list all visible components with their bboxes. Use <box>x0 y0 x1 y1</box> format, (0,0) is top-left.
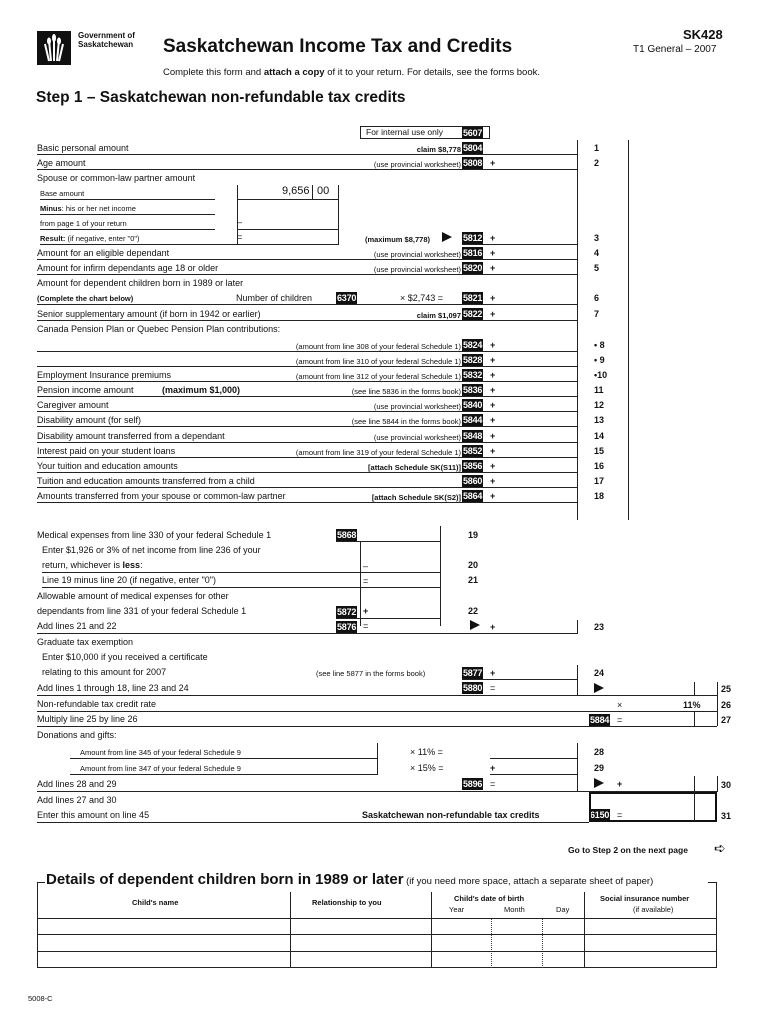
line20-minus: – <box>363 561 369 571</box>
row-field-underline[interactable] <box>462 487 577 488</box>
row-label: Employment Insurance premiums <box>37 370 172 380</box>
medical-box-right <box>440 526 441 626</box>
row-label: Minus: his or her net income <box>40 204 136 213</box>
rate-value: 11% <box>683 700 701 710</box>
line21-num: 21 <box>468 575 479 585</box>
row-field-underline[interactable] <box>462 304 577 305</box>
row-plus: + <box>490 491 496 501</box>
row-plus: + <box>490 293 496 303</box>
row-rule <box>37 472 462 473</box>
line22-label-b: dependants from line 331 of your federal Schedule 1 <box>37 606 247 616</box>
line24-rule <box>462 679 577 680</box>
line28-num: 28 <box>594 747 605 757</box>
line22-plus: + <box>363 606 369 616</box>
col-childs-name: Child's name <box>132 898 179 907</box>
form-subtitle: Complete this form and attach a copy of it to your return. For details, see the forms book. <box>163 67 541 78</box>
line20-label-a: Enter $1,926 or 3% of net income from line 236 of your <box>42 545 261 555</box>
grad-label-3: relating to this amount for 2007 <box>42 667 167 677</box>
line27-num: 27 <box>721 715 732 725</box>
grad-note: (see line 5877 in the forms book) <box>316 669 426 678</box>
row-field-underline[interactable] <box>462 351 577 352</box>
row-rule <box>37 274 462 275</box>
line31-equals: = <box>617 810 623 820</box>
line-number: • 8 <box>594 340 605 350</box>
line23-plus: + <box>490 622 496 632</box>
col-day: Day <box>556 905 570 914</box>
line27-divider <box>694 711 695 726</box>
line30-num: 30 <box>721 780 732 790</box>
line-number: 17 <box>594 476 605 486</box>
row-rule <box>37 259 462 260</box>
row-note: (use provincial worksheet) <box>373 265 461 274</box>
details-frame-top-left <box>37 882 45 883</box>
form-number: 5008-C <box>28 994 53 1003</box>
row-field-underline[interactable] <box>462 381 577 382</box>
line-number: 7 <box>594 309 600 319</box>
row-label: Pension income amount <box>37 385 134 395</box>
line-number: 15 <box>594 446 605 456</box>
line31-rule <box>37 822 589 823</box>
donation-box-left <box>377 743 378 775</box>
row-note: [attach Schedule SK(S11)] <box>368 463 461 472</box>
step1-title: Step 1 – Saskatchewan non-refundable tax credits <box>36 89 406 106</box>
wheat-sheaf-icon <box>37 31 71 65</box>
row-note: claim $1,097 <box>416 311 461 320</box>
row-note: (use provincial worksheet) <box>373 160 461 169</box>
code-5880: 5880 <box>463 683 483 693</box>
row-rule <box>37 487 462 488</box>
row-note: claim $8,778 <box>416 145 461 154</box>
row-field-underline[interactable] <box>462 457 577 458</box>
line24-num: 24 <box>594 668 605 678</box>
spouse-minus-rule <box>237 229 338 230</box>
line24-plus: + <box>490 668 496 678</box>
line28-label-rule <box>70 758 377 759</box>
line28-label: Amount from line 345 of your federal Schedule 9 <box>80 748 241 757</box>
line21-equals: = <box>363 576 369 586</box>
code-5868: 5868 <box>337 530 357 540</box>
line31-divider <box>694 792 695 822</box>
details-heading: Details of dependent children born in 1989 or later (if you need more space, attach a separate sheet of paper) <box>46 871 654 888</box>
row-rule <box>37 426 462 427</box>
line-number: • 9 <box>594 355 605 365</box>
row-note: (use provincial worksheet) <box>373 250 461 259</box>
row-label: Spouse or common-law partner amount <box>37 173 196 183</box>
row-field-underline[interactable] <box>462 154 577 155</box>
line31-label-b: Enter this amount on line 45 <box>37 810 150 820</box>
children-count-label: Number of children <box>236 293 313 303</box>
row-note: (use provincial worksheet) <box>373 433 461 442</box>
row-plus: + <box>490 355 496 365</box>
code-5836: 5836 <box>463 385 483 395</box>
row-field-underline[interactable] <box>462 426 577 427</box>
row-label: Amount for infirm dependants age 18 or older <box>37 263 219 273</box>
row-label: Amounts transferred from your spouse or common-law partner <box>37 491 286 501</box>
row-rule <box>37 411 462 412</box>
row-field-underline[interactable] <box>462 259 577 260</box>
row-operator: = <box>237 232 243 242</box>
row-label: Disability amount (for self) <box>37 415 142 425</box>
line-number: 16 <box>594 461 605 471</box>
row-field-underline[interactable] <box>462 366 577 367</box>
row-plus: + <box>490 263 496 273</box>
row-field-underline[interactable] <box>462 502 577 503</box>
line30-plus: + <box>617 779 623 789</box>
details-col-divider-1 <box>290 892 291 968</box>
row-field-underline[interactable] <box>462 411 577 412</box>
cpp-rule-1 <box>40 351 235 352</box>
medical-box-left <box>360 541 361 626</box>
line-number: •10 <box>594 370 608 380</box>
line29-label: Amount from line 347 of your federal Schedule 9 <box>80 764 241 773</box>
goto-step2: Go to Step 2 on the next page <box>568 845 688 855</box>
details-frame-top-right <box>708 882 717 883</box>
line26-label: Non-refundable tax credit rate <box>37 699 157 709</box>
line19-label: Medical expenses from line 330 of your federal Schedule 1 <box>37 530 272 540</box>
form-code: SK428 <box>683 27 723 42</box>
row-rule <box>40 244 338 245</box>
line19-num: 19 <box>468 530 479 540</box>
row-note: (see line 5836 in the forms book) <box>351 387 461 396</box>
row-plus: + <box>490 415 496 425</box>
row-plus: + <box>490 385 496 395</box>
cents-divider <box>312 185 313 199</box>
row-note: (amount from line 310 of your federal Schedule 1) <box>295 357 461 366</box>
gov-name-line2: Saskatchewan <box>78 40 134 49</box>
code-5872: 5872 <box>337 607 357 617</box>
line21-label: Line 19 minus line 20 (if negative, enter "0") <box>42 575 216 585</box>
line29-rule <box>490 774 577 775</box>
line23-label: Add lines 21 and 22 <box>37 621 117 631</box>
grad-label-1: Graduate tax exemption <box>37 637 134 647</box>
line25-num: 25 <box>721 684 732 694</box>
row-note: (use provincial worksheet) <box>373 402 461 411</box>
row-rule <box>37 320 462 321</box>
line-number: 1 <box>594 143 600 153</box>
line-number: 18 <box>594 491 605 501</box>
arrow-right-icon <box>470 620 480 630</box>
line28-rule <box>490 758 577 759</box>
line-number: 14 <box>594 431 605 441</box>
line27-label: Multiply line 25 by line 26 <box>37 714 138 724</box>
line22-rule <box>336 618 440 619</box>
base-amount-cents: 00 <box>317 185 330 197</box>
row-label-extra: (maximum $1,000) <box>162 385 241 395</box>
row-note: (amount from line 319 of your federal Schedule 1) <box>295 448 461 457</box>
line30-box-edge <box>717 776 718 792</box>
row-rule <box>37 169 462 170</box>
internal-use-label: For internal use only <box>366 127 444 137</box>
code-5822: 5822 <box>463 309 483 319</box>
row-plus: + <box>490 158 496 168</box>
code-5860: 5860 <box>463 476 483 486</box>
code-5864: 5864 <box>463 491 483 501</box>
details-header-rule <box>37 918 717 919</box>
code-6370: 6370 <box>337 293 357 303</box>
row-multiplier: × $2,743 = <box>400 293 444 303</box>
code-5856: 5856 <box>463 461 483 471</box>
line29-num: 29 <box>594 763 605 773</box>
code-5896: 5896 <box>463 779 483 789</box>
line29-label-rule <box>70 774 377 775</box>
row-rule <box>40 199 215 200</box>
line25-equals: = <box>490 683 496 693</box>
line21-rule <box>42 587 440 588</box>
code-5848: 5848 <box>463 431 483 441</box>
col-year: Year <box>449 905 465 914</box>
col-sin-note: (if available) <box>633 905 674 914</box>
line-number: 3 <box>594 233 600 243</box>
line24-divider <box>577 665 578 695</box>
row-field-underline[interactable] <box>462 169 577 170</box>
row-note: (amount from line 312 of your federal Schedule 1) <box>295 372 461 381</box>
line-number: 11 <box>594 385 604 395</box>
row-label: Result: (if negative, enter "0") <box>40 234 140 243</box>
row-rule <box>37 502 462 503</box>
row-label: Age amount <box>37 158 86 168</box>
grad-label-2: Enter $10,000 if you received a certificate <box>42 652 208 662</box>
row-rule <box>37 304 462 305</box>
line-number: 12 <box>594 400 605 410</box>
hand-pointer-icon: ➪ <box>714 840 726 856</box>
line27-rule <box>37 726 717 727</box>
line27-equals: = <box>617 715 623 725</box>
line30-equals: = <box>490 779 496 789</box>
code-5844: 5844 <box>463 415 483 425</box>
code-5824: 5824 <box>463 340 483 350</box>
row-operator: – <box>237 217 243 227</box>
code-5812: 5812 <box>463 233 483 243</box>
line23-equals: = <box>363 621 369 631</box>
table-row[interactable] <box>37 951 717 952</box>
code-5832: 5832 <box>463 370 483 380</box>
row-plus: + <box>490 233 496 243</box>
arrow-right-icon-2 <box>594 683 604 693</box>
code-5607: 5607 <box>463 128 483 138</box>
row-plus: + <box>490 461 496 471</box>
line25-label: Add lines 1 through 18, line 23 and 24 <box>37 683 189 693</box>
details-col-divider-3 <box>584 892 585 968</box>
row-plus: + <box>490 446 496 456</box>
arrow-right-icon-3 <box>594 778 604 788</box>
row-field-underline[interactable] <box>462 396 577 397</box>
row-label: (Complete the chart below) <box>37 294 134 303</box>
row-field-underline[interactable] <box>462 244 577 245</box>
code-5852: 5852 <box>463 446 483 456</box>
row-rule <box>37 457 462 458</box>
row-plus: + <box>490 370 496 380</box>
row-rule <box>40 214 215 215</box>
row-label: Canada Pension Plan or Quebec Pension Plan contributions: <box>37 324 281 334</box>
row-note: (maximum $8,778) <box>364 235 430 244</box>
gov-name-line1: Government of <box>78 31 135 40</box>
code-5821: 5821 <box>463 293 483 303</box>
row-label: from page 1 of your return <box>40 219 127 228</box>
line31-label-c: Saskatchewan non-refundable tax credits <box>362 810 540 820</box>
row-label: Disability amount transferred from a dependant <box>37 431 225 441</box>
cpp-rule-2 <box>40 366 235 367</box>
row-field-underline[interactable] <box>462 320 577 321</box>
donations-label: Donations and gifts: <box>37 730 117 740</box>
line20-label-b: return, whichever is less: <box>42 560 143 570</box>
line-number: 13 <box>594 415 605 425</box>
code-5820: 5820 <box>463 263 483 273</box>
line-number: 6 <box>594 293 600 303</box>
row-note: (see line 5844 in the forms book) <box>351 417 461 426</box>
row-label: Base amount <box>40 189 85 198</box>
line28-mult: × 11% = <box>410 747 443 757</box>
line29-mult: × 15% = <box>410 763 444 773</box>
line-number: 5 <box>594 263 600 273</box>
col-dob: Child's date of birth <box>454 894 525 903</box>
column-divider-2 <box>628 140 629 520</box>
row-plus: + <box>490 340 496 350</box>
spouse-box-right <box>338 185 339 245</box>
row-plus: + <box>490 309 496 319</box>
row-label: Tuition and education amounts transferred from a child <box>37 476 255 486</box>
row-plus: + <box>490 431 496 441</box>
line31-num: 31 <box>721 811 732 821</box>
row-rule <box>40 229 215 230</box>
col-relationship: Relationship to you <box>312 898 382 907</box>
row-plus: + <box>490 248 496 258</box>
row-label: Amount for an eligible dependant <box>37 248 170 258</box>
line20-rule <box>42 572 440 573</box>
code-5884: 5884 <box>590 715 610 725</box>
line26-times: × <box>617 700 623 710</box>
row-label: Interest paid on your student loans <box>37 446 176 456</box>
spouse-box-left <box>237 185 238 245</box>
code-5804: 5804 <box>463 143 483 153</box>
row-rule <box>37 154 462 155</box>
row-plus: + <box>490 400 496 410</box>
column-divider <box>577 140 578 520</box>
spouse-base-rule <box>237 199 338 200</box>
row-label: Your tuition and education amounts <box>37 461 178 471</box>
dob-divider-1 <box>491 918 492 968</box>
line22-label-a: Allowable amount of medical expenses for other <box>37 591 229 601</box>
line31-box[interactable] <box>589 792 717 822</box>
code-5840: 5840 <box>463 400 483 410</box>
line23-num: 23 <box>594 622 605 632</box>
row-field-underline[interactable] <box>462 442 577 443</box>
government-logo <box>37 31 71 65</box>
line26-rule <box>37 711 717 712</box>
donation-box-right <box>577 743 578 791</box>
row-note: [attach Schedule SK(S2)] <box>371 493 461 502</box>
table-row[interactable] <box>37 934 717 935</box>
line19-rule <box>336 541 440 542</box>
line31-label-a: Add lines 27 and 30 <box>37 795 117 805</box>
row-label: Senior supplementary amount (if born in 1942 or earlier) <box>37 309 261 319</box>
col-month: Month <box>504 905 525 914</box>
line22-num: 22 <box>468 606 479 616</box>
row-plus: + <box>490 476 496 486</box>
arrow-right-icon <box>442 232 452 242</box>
dob-divider-2 <box>542 918 543 968</box>
code-6150: 6150 <box>590 810 610 820</box>
code-5816: 5816 <box>463 248 483 258</box>
line25-divider <box>694 682 695 696</box>
row-label: Amount for dependent children born in 1989 or later <box>37 278 244 288</box>
line25-rule <box>37 695 717 696</box>
row-label: Basic personal amount <box>37 143 129 153</box>
row-note: (amount from line 308 of your federal Schedule 1) <box>295 342 461 351</box>
row-rule <box>37 381 462 382</box>
row-field-underline[interactable] <box>462 274 577 275</box>
line20-num: 20 <box>468 560 479 570</box>
base-amount-value: 9,656 <box>282 185 310 197</box>
row-field-underline[interactable] <box>462 472 577 473</box>
col-sin: Social insurance number <box>600 894 690 903</box>
details-col-divider-2 <box>431 892 432 968</box>
line26-num: 26 <box>721 700 732 710</box>
code-5808: 5808 <box>463 158 483 168</box>
line23-divider <box>577 620 578 634</box>
code-5828: 5828 <box>463 355 483 365</box>
code-5877: 5877 <box>463 668 483 678</box>
line-number: 2 <box>594 158 600 168</box>
row-label: Caregiver amount <box>37 400 109 410</box>
t1-general-label: T1 General – 2007 <box>633 44 717 55</box>
row-rule <box>37 442 462 443</box>
form-title: Saskatchewan Income Tax and Credits <box>163 36 513 57</box>
line30-divider <box>694 776 695 792</box>
line30-label: Add lines 28 and 29 <box>37 779 117 789</box>
row-rule <box>37 396 462 397</box>
line-number: 4 <box>594 248 600 258</box>
right-box-edge <box>717 682 718 726</box>
line29-plus: + <box>490 763 496 773</box>
code-5876: 5876 <box>337 622 357 632</box>
line23-rule <box>37 633 577 634</box>
